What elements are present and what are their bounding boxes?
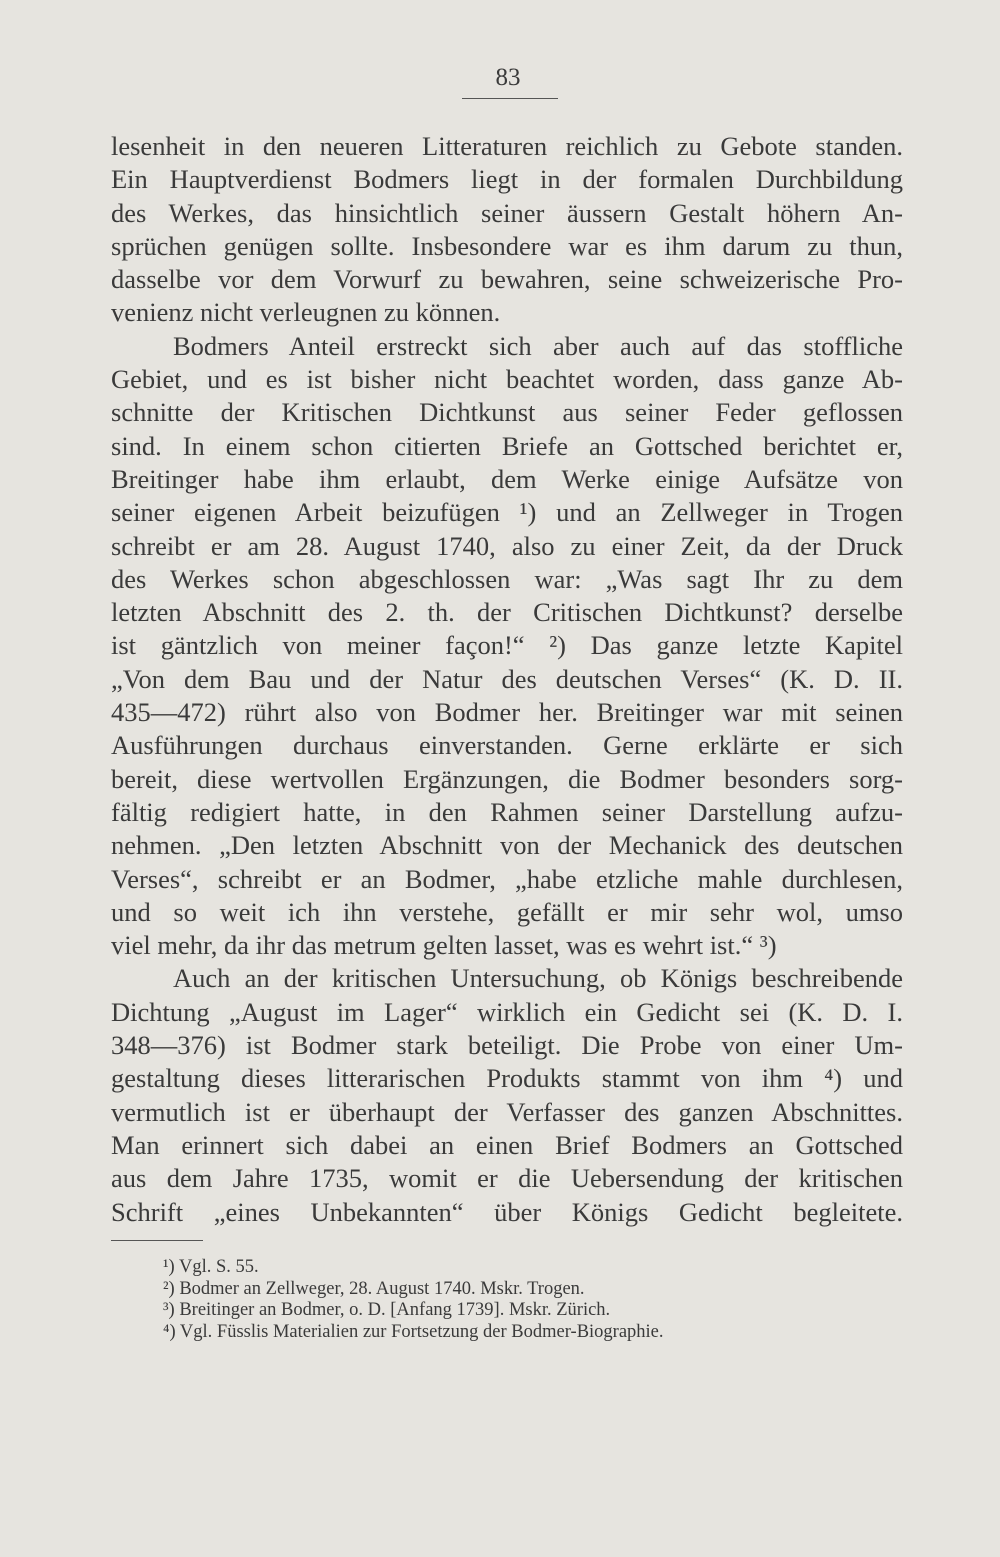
- text-line: Auch an der kritischen Untersuchung, ob Königs beschreibende: [173, 963, 903, 994]
- text-line: Ein Hauptverdienst Bodmers liegt in der formalen Durchbildung: [111, 164, 903, 195]
- text-line: fältig redigiert hatte, in den Rahmen seiner Darstellung aufzu-: [111, 796, 903, 827]
- footnotes: [163, 1257, 883, 1344]
- text-line: Dichtung „August im Lager“ wirklich ein Gedicht sei (K. D. I.: [111, 996, 903, 1027]
- text-line: Gebiet, und es ist bisher nicht beachtet worden, dass ganze Ab-: [111, 364, 903, 395]
- page-number: 83: [495, 64, 521, 91]
- text-line: vermutlich ist er überhaupt der Verfasser des ganzen Abschnittes.: [111, 1096, 903, 1127]
- footnote: ¹) Vgl. S. 55.: [163, 1257, 259, 1277]
- text-line: „Von dem Bau und der Natur des deutschen Verses“ (K. D. II.: [111, 663, 903, 694]
- text-line: Breitinger habe ihm erlaubt, dem Werke einige Aufsätze von: [111, 463, 903, 494]
- text-line: 435—472) rührt also von Bodmer her. Breitinger war mit seinen: [111, 697, 903, 728]
- text-line: schnitte der Kritischen Dichtkunst aus seiner Feder geflossen: [111, 397, 903, 428]
- text-line: dasselbe vor dem Vorwurf zu bewahren, seine schweizerische Pro-: [111, 264, 903, 295]
- text-line: Verses“, schreibt er an Bodmer, „habe etzliche mahle durchlesen,: [111, 863, 903, 894]
- text-line: seiner eigenen Arbeit beizufügen ¹) und an Zellweger in Trogen: [111, 497, 903, 528]
- footnote-rule: [111, 1240, 203, 1241]
- text-line: lesenheit in den neueren Litteraturen reichlich zu Gebote standen.: [111, 131, 903, 161]
- text-line: aus dem Jahre 1735, womit er die Uebersendung der kritischen: [111, 1163, 903, 1194]
- footnote: ⁴) Vgl. Füsslis Materialien zur Fortsetzung der Bodmer-Biographie.: [163, 1322, 664, 1343]
- text-line: nehmen. „Den letzten Abschnitt von der Mechanick des deutschen: [111, 830, 903, 861]
- text-line: 348—376) ist Bodmer stark beteiligt. Die Probe von einer Um-: [111, 1030, 903, 1061]
- text-line: letzten Abschnitt des 2. th. der Critischen Dichtkunst? derselbe: [111, 597, 903, 628]
- text-line: viel mehr, da ihr das metrum gelten lasset, was es wehrt ist.“ ³): [111, 930, 777, 961]
- footnote: ²) Bodmer an Zellweger, 28. August 1740. Mskr. Trogen.: [163, 1278, 585, 1299]
- header-rule: [462, 98, 558, 99]
- body-text: [111, 130, 903, 1229]
- text-line: sind. In einem schon citierten Briefe an Gottsched berichtet er,: [111, 430, 903, 461]
- text-line: bereit, diese wertvollen Ergänzungen, die Bodmer besonders sorg-: [111, 763, 903, 794]
- text-line: Man erinnert sich dabei an einen Brief Bodmers an Gottsched: [111, 1129, 903, 1160]
- text-line: Bodmers Anteil erstreckt sich aber auch auf das stoffliche: [173, 330, 903, 361]
- text-line: des Werkes, das hinsichtlich seiner äussern Gestalt höhern An-: [111, 197, 903, 228]
- text-line: und so weit ich ihn verstehe, gefällt er mir sehr wol, umso: [111, 896, 903, 927]
- text-line: venienz nicht verleugnen zu können.: [111, 297, 501, 328]
- text-line: des Werkes schon abgeschlossen war: „Was sagt Ihr zu dem: [111, 563, 903, 594]
- text-line: Ausführungen durchaus einverstanden. Gerne erklärte er sich: [111, 730, 903, 761]
- footnote: ³) Breitinger an Bodmer, o. D. [Anfang 1739]. Mskr. Zürich.: [163, 1300, 611, 1321]
- text-line: sprüchen genügen sollte. Insbesondere war es ihm darum zu thun,: [111, 230, 903, 261]
- text-line: schreibt er am 28. August 1740, also zu einer Zeit, da der Druck: [111, 530, 903, 561]
- text-line: gestaltung dieses litterarischen Produkts stammt von ihm ⁴) und: [111, 1063, 903, 1094]
- text-line: ist gäntzlich von meiner façon!“ ²) Das ganze letzte Kapitel: [111, 630, 903, 661]
- text-line: Schrift „eines Unbekannten“ über Königs Gedicht begleitete.: [111, 1196, 903, 1227]
